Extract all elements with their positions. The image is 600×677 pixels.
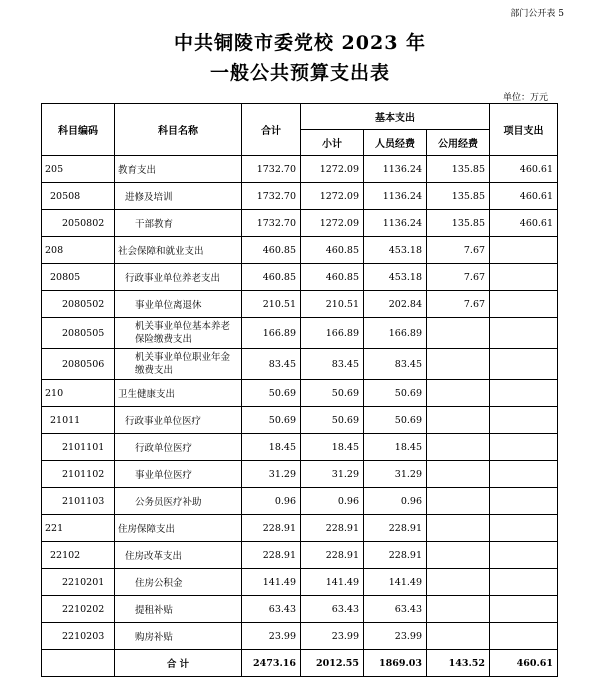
table-row: [42, 183, 558, 210]
cell-public: 7.67: [427, 264, 490, 291]
cell-total: 210.51: [242, 291, 301, 318]
cell-total: 141.49: [242, 569, 301, 596]
cell-project: [490, 264, 558, 291]
cell-code: 20508: [42, 183, 115, 210]
cell-code: 2101103: [42, 488, 115, 515]
table-row: [42, 461, 558, 488]
cell-subtotal: 50.69: [301, 380, 364, 407]
cell-total: 460.85: [242, 237, 301, 264]
table-row: [42, 569, 558, 596]
cell-total: 228.91: [242, 542, 301, 569]
cell-total: 460.85: [242, 264, 301, 291]
page-title-line2: 一般公共预算支出表: [209, 62, 390, 84]
cell-project: [490, 318, 558, 349]
cell-name: 行政事业单位医疗: [115, 407, 242, 434]
cell-code: 208: [42, 237, 115, 264]
cell-name: 卫生健康支出: [115, 380, 242, 407]
cell-personnel: 50.69: [364, 407, 427, 434]
table-row: [42, 515, 558, 542]
total-personnel: 1869.03: [364, 650, 427, 677]
header-name: 科目名称: [115, 104, 242, 156]
cell-project: [490, 380, 558, 407]
cell-public: 135.85: [427, 210, 490, 237]
cell-project: [490, 569, 558, 596]
cell-public: 135.85: [427, 156, 490, 183]
cell-public: [427, 380, 490, 407]
table-row: [42, 542, 558, 569]
cell-project: [490, 488, 558, 515]
cell-project: 460.61: [490, 210, 558, 237]
cell-code: 2101101: [42, 434, 115, 461]
header-code: 科目编码: [42, 104, 115, 156]
cell-name: 事业单位医疗: [115, 461, 242, 488]
cell-name: 机关事业单位职业年金缴费支出: [115, 349, 242, 380]
cell-code: 2210202: [42, 596, 115, 623]
cell-name: 进修及培训: [115, 183, 242, 210]
cell-project: [490, 461, 558, 488]
cell-subtotal: 1272.09: [301, 210, 364, 237]
cell-code: 2101102: [42, 461, 115, 488]
cell-personnel: 23.99: [364, 623, 427, 650]
table-row: [42, 596, 558, 623]
cell-subtotal: 460.85: [301, 237, 364, 264]
cell-code: 2080502: [42, 291, 115, 318]
cell-name: 购房补贴: [115, 623, 242, 650]
cell-name: 社会保障和就业支出: [115, 237, 242, 264]
table-row: [42, 407, 558, 434]
cell-public: [427, 318, 490, 349]
page-title-line1: 中共铜陵市委党校 2023 年: [173, 32, 427, 54]
cell-public: [427, 515, 490, 542]
table-row: [42, 237, 558, 264]
cell-code: 20805: [42, 264, 115, 291]
cell-subtotal: 1272.09: [301, 183, 364, 210]
cell-personnel: 83.45: [364, 349, 427, 380]
cell-project: [490, 596, 558, 623]
cell-subtotal: 0.96: [301, 488, 364, 515]
table-row: [42, 623, 558, 650]
cell-name: 行政单位医疗: [115, 434, 242, 461]
cell-personnel: 228.91: [364, 515, 427, 542]
cell-total: 63.43: [242, 596, 301, 623]
table-row: [42, 349, 558, 380]
unit-label: 单位：万元: [502, 93, 548, 103]
cell-code: 221: [42, 515, 115, 542]
cell-name: 公务员医疗补助: [115, 488, 242, 515]
cell-code: 210: [42, 380, 115, 407]
header-project: 项目支出: [490, 104, 558, 156]
cell-public: [427, 569, 490, 596]
cell-total: 1732.70: [242, 210, 301, 237]
cell-project: [490, 434, 558, 461]
cell-code: 2210201: [42, 569, 115, 596]
table-row: [42, 434, 558, 461]
cell-subtotal: 23.99: [301, 623, 364, 650]
table-number-label: 部门公开表 5: [510, 9, 564, 19]
cell-subtotal: 31.29: [301, 461, 364, 488]
cell-name: 行政事业单位养老支出: [115, 264, 242, 291]
table-row: [42, 291, 558, 318]
cell-project: [490, 542, 558, 569]
header-personnel: 人员经费: [364, 130, 427, 156]
total-subtotal: 2012.55: [301, 650, 364, 677]
cell-total: 228.91: [242, 515, 301, 542]
cell-total: 23.99: [242, 623, 301, 650]
cell-total: 50.69: [242, 407, 301, 434]
cell-subtotal: 228.91: [301, 542, 364, 569]
total-code-cell: [42, 650, 115, 677]
cell-public: [427, 461, 490, 488]
cell-name: 教育支出: [115, 156, 242, 183]
cell-public: 135.85: [427, 183, 490, 210]
cell-personnel: 166.89: [364, 318, 427, 349]
header-total: 合计: [242, 104, 301, 156]
cell-project: [490, 515, 558, 542]
cell-project: [490, 291, 558, 318]
cell-project: [490, 407, 558, 434]
cell-name: 住房公积金: [115, 569, 242, 596]
total-label: 合 计: [115, 650, 242, 677]
cell-name: 提租补贴: [115, 596, 242, 623]
cell-personnel: 202.84: [364, 291, 427, 318]
header-public: 公用经费: [427, 130, 490, 156]
cell-personnel: 50.69: [364, 380, 427, 407]
cell-subtotal: 1272.09: [301, 156, 364, 183]
table-row: [42, 210, 558, 237]
cell-subtotal: 63.43: [301, 596, 364, 623]
cell-subtotal: 210.51: [301, 291, 364, 318]
cell-public: [427, 407, 490, 434]
table-row: [42, 318, 558, 349]
table-body: [42, 156, 558, 677]
cell-code: 205: [42, 156, 115, 183]
cell-public: [427, 542, 490, 569]
cell-code: 2210203: [42, 623, 115, 650]
cell-public: [427, 434, 490, 461]
cell-personnel: 1136.24: [364, 210, 427, 237]
header-subtotal: 小计: [301, 130, 364, 156]
cell-personnel: 1136.24: [364, 156, 427, 183]
cell-code: 2080506: [42, 349, 115, 380]
cell-total: 83.45: [242, 349, 301, 380]
cell-code: 22102: [42, 542, 115, 569]
cell-personnel: 228.91: [364, 542, 427, 569]
cell-project: [490, 237, 558, 264]
cell-total: 1732.70: [242, 183, 301, 210]
cell-name: 住房改革支出: [115, 542, 242, 569]
cell-subtotal: 50.69: [301, 407, 364, 434]
cell-name: 机关事业单位基本养老保险缴费支出: [115, 318, 242, 349]
cell-project: 460.61: [490, 183, 558, 210]
cell-subtotal: 460.85: [301, 264, 364, 291]
cell-public: 7.67: [427, 237, 490, 264]
cell-subtotal: 83.45: [301, 349, 364, 380]
cell-project: [490, 349, 558, 380]
table-row: [42, 264, 558, 291]
cell-project: 460.61: [490, 156, 558, 183]
cell-public: 7.67: [427, 291, 490, 318]
cell-subtotal: 228.91: [301, 515, 364, 542]
cell-code: 21011: [42, 407, 115, 434]
total-public: 143.52: [427, 650, 490, 677]
cell-project: [490, 623, 558, 650]
cell-public: [427, 488, 490, 515]
cell-personnel: 0.96: [364, 488, 427, 515]
table-row: [42, 488, 558, 515]
cell-public: [427, 596, 490, 623]
cell-total: 18.45: [242, 434, 301, 461]
cell-total: 31.29: [242, 461, 301, 488]
cell-personnel: 63.43: [364, 596, 427, 623]
cell-subtotal: 166.89: [301, 318, 364, 349]
cell-public: [427, 349, 490, 380]
expenditure-table: [41, 103, 558, 677]
cell-total: 166.89: [242, 318, 301, 349]
total-row: [42, 650, 558, 677]
cell-total: 50.69: [242, 380, 301, 407]
total-total: 2473.16: [242, 650, 301, 677]
header-basic: 基本支出: [301, 104, 490, 130]
cell-personnel: 453.18: [364, 264, 427, 291]
cell-code: 2050802: [42, 210, 115, 237]
cell-personnel: 1136.24: [364, 183, 427, 210]
cell-name: 住房保障支出: [115, 515, 242, 542]
total-project: 460.61: [490, 650, 558, 677]
cell-code: 2080505: [42, 318, 115, 349]
cell-name: 干部教育: [115, 210, 242, 237]
table-row: [42, 156, 558, 183]
cell-name: 事业单位离退休: [115, 291, 242, 318]
cell-personnel: 141.49: [364, 569, 427, 596]
cell-total: 0.96: [242, 488, 301, 515]
cell-public: [427, 623, 490, 650]
cell-personnel: 31.29: [364, 461, 427, 488]
cell-total: 1732.70: [242, 156, 301, 183]
cell-subtotal: 141.49: [301, 569, 364, 596]
cell-personnel: 18.45: [364, 434, 427, 461]
cell-personnel: 453.18: [364, 237, 427, 264]
cell-subtotal: 18.45: [301, 434, 364, 461]
table-row: [42, 380, 558, 407]
